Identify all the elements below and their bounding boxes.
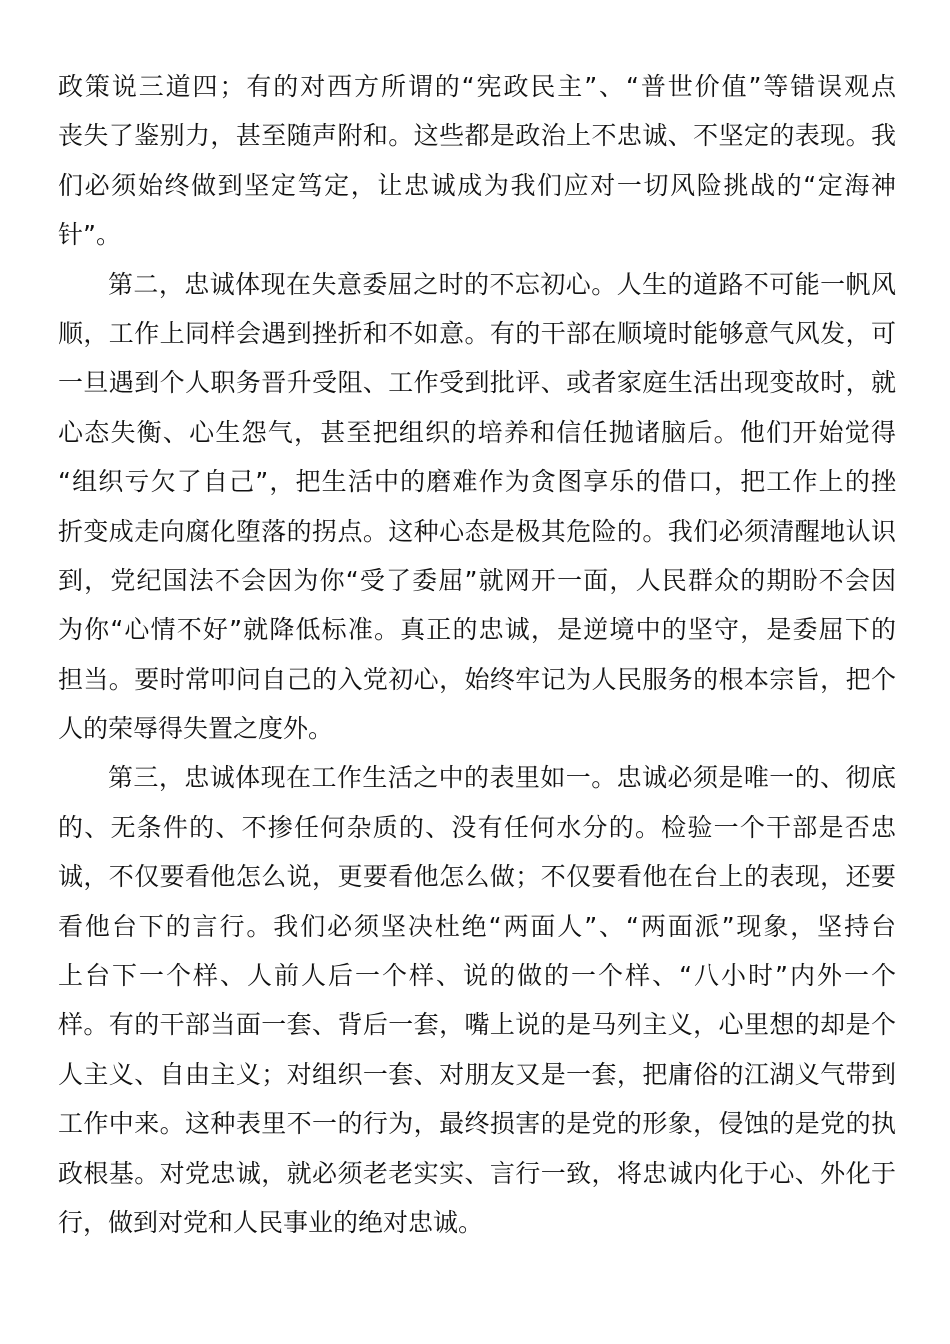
paragraph-second [58, 260, 896, 754]
text-line: 样。有的干部当面一套、背后一套，嘴上说的是马列主义，心里想的却是个 [58, 1010, 896, 1040]
text-line: 人的荣辱得失置之度外。 [58, 714, 334, 744]
text-line: 政根基。对党忠诚，就必须老老实实、言行一致，将忠诚内化于心、外化于 [58, 1158, 896, 1188]
text-line: 工作中来。这种表里不一的行为，最终损害的是党的形象，侵蚀的是党的执 [58, 1109, 896, 1139]
text-line: 到，党纪国法不会因为你“受了委屈”就网开一面，人民群众的期盼不会因 [58, 565, 896, 595]
text-line: 顺，工作上同样会遇到挫折和不如意。有的干部在顺境时能够意气风发，可 [58, 318, 896, 348]
text-line: 们必须始终做到坚定笃定，让忠诚成为我们应对一切风险挑战的“定海神 [58, 170, 896, 200]
text-line: 一旦遇到个人职务晋升受阻、工作受到批评、或者家庭生活出现变故时，就 [58, 368, 896, 398]
text-line: 为你“心情不好”就降低标准。真正的忠诚，是逆境中的坚守，是委屈下的 [58, 615, 896, 645]
text-line: 丧失了鉴别力，甚至随声附和。这些都是政治上不忠诚、不坚定的表现。我 [58, 121, 896, 151]
text-line: 第二，忠诚体现在失意委屈之时的不忘初心。人生的道路不可能一帆风 [108, 269, 896, 299]
body-text [58, 62, 896, 1247]
text-line: 第三，忠诚体现在工作生活之中的表里如一。忠诚必须是唯一的、彻底 [108, 763, 896, 793]
text-line: 人主义、自由主义；对组织一套、对朋友又是一套，把庸俗的江湖义气带到 [58, 1059, 896, 1089]
text-line: 心态失衡、心生怨气，甚至把组织的培养和信任抛诸脑后。他们开始觉得 [58, 417, 896, 447]
text-line: 针”。 [58, 220, 121, 250]
text-line: 行，做到对党和人民事业的绝对忠诚。 [58, 1207, 484, 1237]
paragraph-third [58, 753, 896, 1247]
paragraph-continuation [58, 62, 896, 260]
text-line: 诚，不仅要看他怎么说，更要看他怎么做；不仅要看他在台上的表现，还要 [58, 862, 896, 892]
text-line: 担当。要时常叩问自己的入党初心，始终牢记为人民服务的根本宗旨，把个 [58, 664, 896, 694]
text-line: 政策说三道四；有的对西方所谓的“宪政民主”、“普世价值”等错误观点 [58, 72, 896, 101]
text-line: “组织亏欠了自己”，把生活中的磨难作为贪图享乐的借口，把工作上的挫 [58, 467, 896, 497]
text-line: 折变成走向腐化堕落的拐点。这种心态是极其危险的。我们必须清醒地认识 [58, 516, 896, 546]
text-line: 上台下一个样、人前人后一个样、说的做的一个样、“八小时”内外一个 [58, 961, 896, 991]
text-line: 的、无条件的、不掺任何杂质的、没有任何水分的。检验一个干部是否忠 [58, 812, 896, 842]
text-line: 看他台下的言行。我们必须坚决杜绝“两面人”、“两面派”现象，坚持台 [58, 911, 896, 941]
